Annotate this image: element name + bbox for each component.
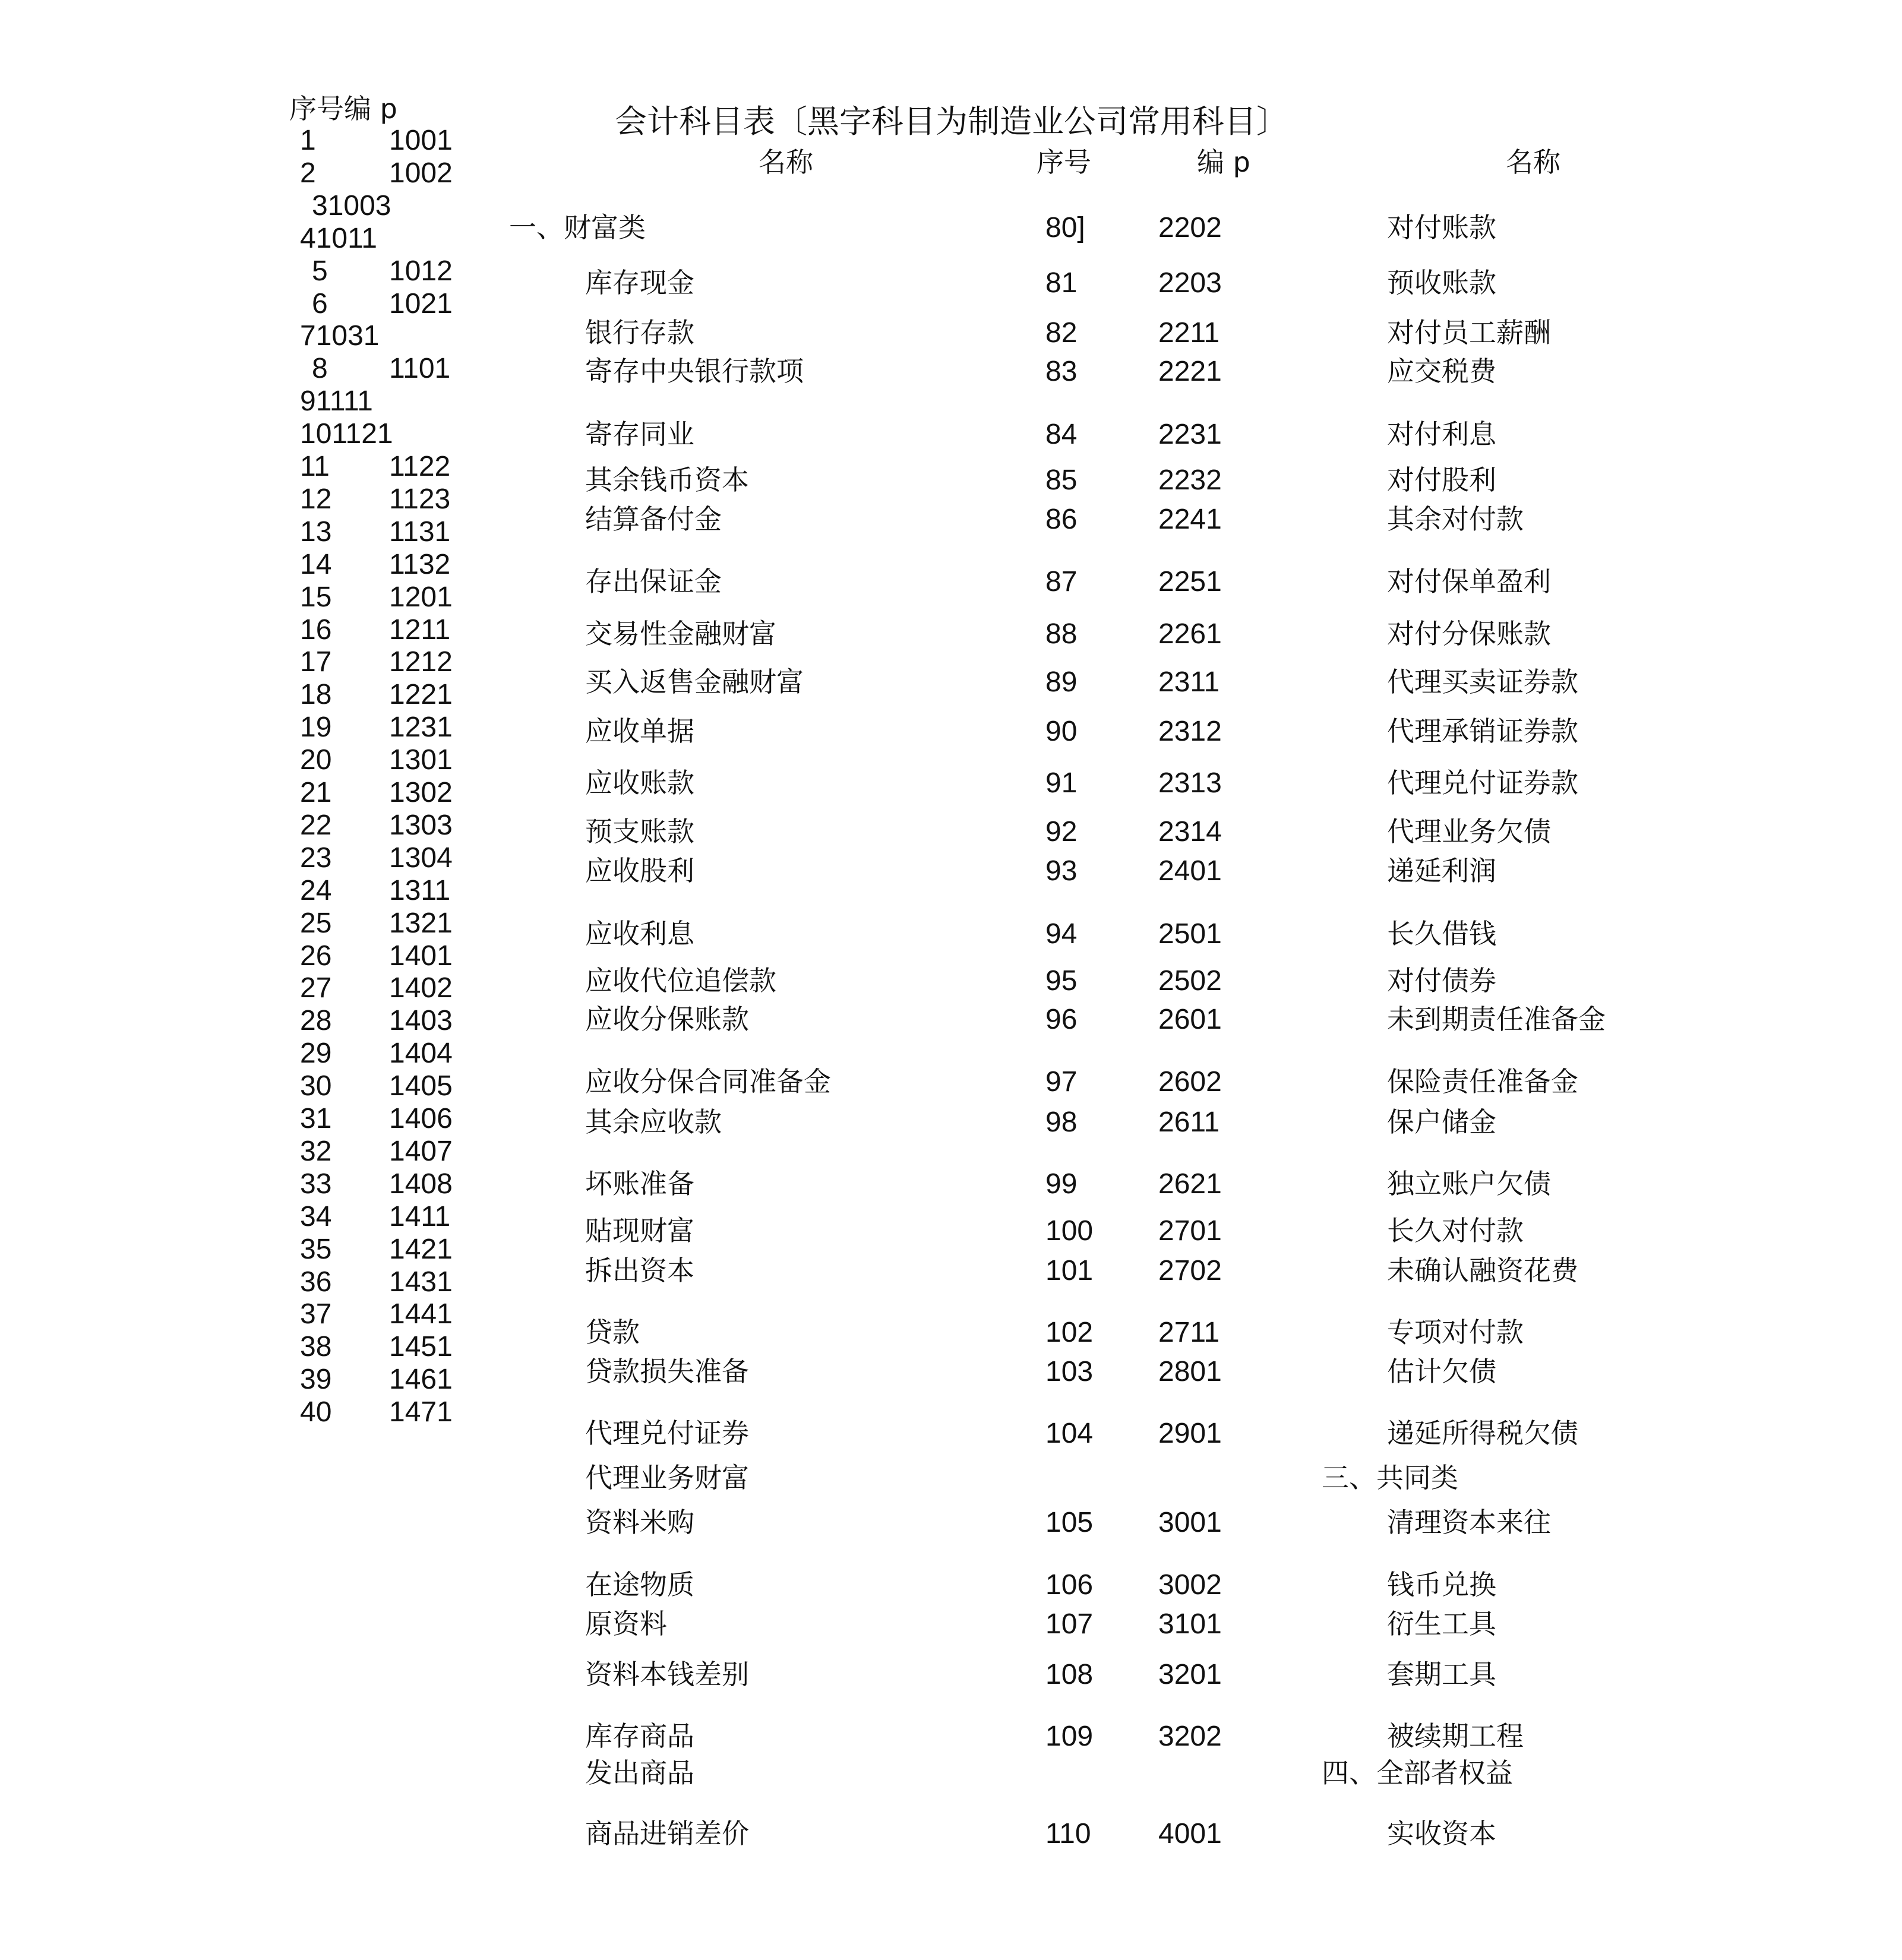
account-name: 其余钱币资本: [585, 464, 749, 496]
account-name-right: 代理买卖证券款: [1387, 666, 1578, 698]
account-name-right: 代理业务欠债: [1387, 815, 1551, 848]
account-seq: 99: [1045, 1168, 1078, 1200]
account-name-right: 递延所得税欠债: [1387, 1417, 1578, 1449]
account-seq: 94: [1045, 918, 1078, 950]
left-list-seq: 23: [300, 842, 332, 874]
account-name: 银行存款: [585, 317, 694, 349]
left-list-code: 1321: [389, 907, 453, 939]
left-list-seq: 14: [300, 548, 332, 580]
account-name: 在途物质: [585, 1569, 694, 1601]
account-code: 3001: [1158, 1507, 1222, 1538]
left-list-seq: 13: [300, 516, 332, 548]
left-list-seq: 33: [300, 1168, 332, 1200]
account-name: 库存商品: [585, 1720, 694, 1752]
left-list-code: 1406: [389, 1103, 453, 1134]
account-code: 2312: [1158, 716, 1222, 747]
account-seq: 90: [1045, 716, 1078, 747]
left-list-seq: 30: [300, 1070, 332, 1102]
left-list-seq: 20: [300, 744, 332, 776]
left-list-seq: 24: [300, 874, 332, 906]
account-name-right: 钱币兑换: [1387, 1569, 1496, 1601]
left-list-seq: 71031: [300, 320, 380, 352]
account-code: 2502: [1158, 965, 1222, 997]
account-name: 代理兑付证券: [585, 1417, 749, 1449]
account-name: 预支账款: [585, 815, 694, 848]
account-name: 交易性金融财富: [585, 618, 776, 650]
account-seq: 96: [1045, 1004, 1078, 1035]
account-seq: 81: [1045, 267, 1078, 299]
left-list-seq: 5: [312, 255, 328, 287]
account-name: 原资料: [585, 1608, 667, 1640]
account-name-right: 长久对付款: [1387, 1215, 1524, 1247]
account-code: 2621: [1158, 1168, 1222, 1200]
left-list-code: 1404: [389, 1038, 453, 1070]
left-list-seq: 18: [300, 679, 332, 711]
left-list-seq: 39: [300, 1364, 332, 1396]
account-name-right: 实收资本: [1387, 1817, 1496, 1850]
left-list-seq: 12: [300, 483, 332, 515]
left-list-seq: 1: [300, 125, 316, 156]
account-name-right: 对付利息: [1387, 418, 1496, 450]
account-seq: 105: [1045, 1507, 1094, 1538]
account-seq: 98: [1045, 1107, 1078, 1138]
header-seq: 序号: [1037, 146, 1091, 178]
left-list-seq: 36: [300, 1266, 332, 1298]
account-code: 2314: [1158, 816, 1222, 848]
left-list-seq: 32: [300, 1135, 332, 1167]
account-code: 2241: [1158, 504, 1222, 535]
account-name: 应收单据: [585, 715, 694, 747]
account-seq: 103: [1045, 1356, 1094, 1387]
account-code: 2702: [1158, 1255, 1222, 1286]
account-name: 结算备付金: [585, 503, 722, 535]
left-list-code: 1301: [389, 744, 453, 776]
section-heading: 四、全部者权益: [1322, 1757, 1513, 1789]
account-name: 拆出资本: [585, 1254, 694, 1286]
left-list-seq: 6: [312, 287, 328, 320]
left-list-code: 1304: [389, 842, 453, 874]
account-name-right: 应交税费: [1387, 355, 1496, 387]
account-code: 2313: [1158, 767, 1222, 799]
account-name: 一、财富类: [509, 211, 646, 244]
left-list-code: 1123: [389, 483, 451, 515]
account-seq: 91: [1045, 767, 1078, 799]
left-list-header: 序号编 p: [289, 93, 397, 125]
account-code: 2211: [1158, 317, 1220, 349]
account-seq: 109: [1045, 1721, 1094, 1752]
account-seq: 88: [1045, 618, 1078, 650]
left-list-seq: 16: [300, 614, 332, 646]
account-name-right: 其余对付款: [1387, 503, 1524, 535]
account-name: 发出商品: [585, 1757, 694, 1789]
left-list-code: 1302: [389, 777, 453, 808]
left-list-code: 1405: [389, 1070, 453, 1102]
account-seq: 82: [1045, 317, 1078, 349]
left-list-code: 1421: [389, 1233, 453, 1265]
left-list-code: 1201: [389, 581, 453, 613]
account-name-right: 对付账款: [1387, 211, 1496, 244]
account-name: 应收分保账款: [585, 1003, 749, 1035]
left-list-seq: 26: [300, 940, 332, 972]
left-list-code: 1101: [389, 353, 451, 385]
left-list-code: 1401: [389, 940, 453, 972]
account-name-right: 对付股利: [1387, 464, 1496, 496]
account-seq: 80]: [1045, 212, 1085, 244]
account-code: 2601: [1158, 1004, 1222, 1035]
account-code: 2801: [1158, 1356, 1222, 1387]
account-seq: 102: [1045, 1317, 1094, 1348]
left-list-code: 1231: [389, 712, 453, 744]
account-name: 资料本钱差别: [585, 1658, 749, 1690]
account-name-right: 对付保单盈利: [1387, 565, 1551, 598]
account-seq: 104: [1045, 1418, 1094, 1449]
page-title: 会计科目表〔黑字科目为制造业公司常用科目〕: [615, 103, 1288, 140]
left-list-code: 1221: [389, 679, 453, 711]
left-list-seq: 28: [300, 1005, 332, 1037]
section-heading: 三、共同类: [1322, 1462, 1458, 1494]
account-name: 代理业务财富: [585, 1462, 749, 1494]
account-code: 3201: [1158, 1659, 1222, 1690]
account-name: 买入返售金融财富: [585, 666, 804, 698]
left-list-seq: 37: [300, 1298, 332, 1330]
account-name-right: 预收账款: [1387, 267, 1496, 299]
left-list-seq: 27: [300, 972, 332, 1004]
account-name-right: 未到期责任准备金: [1387, 1003, 1606, 1035]
left-list-code: 1461: [389, 1364, 453, 1396]
left-list-code: 1411: [389, 1200, 451, 1232]
left-list-seq: 19: [300, 712, 332, 744]
left-list-code: 1303: [389, 809, 453, 841]
left-list-seq: 31: [300, 1103, 332, 1134]
left-list-code: 1212: [389, 646, 453, 678]
account-name: 寄存同业: [585, 418, 694, 450]
left-list-seq: 17: [300, 646, 332, 678]
left-list-code: 1403: [389, 1005, 453, 1037]
account-seq: 89: [1045, 666, 1078, 698]
header-name-left: 名称: [759, 146, 813, 178]
left-list-seq: 22: [300, 809, 332, 841]
account-seq: 106: [1045, 1569, 1094, 1601]
left-list-seq: 34: [300, 1200, 332, 1232]
account-name: 应收代位追偿款: [585, 965, 776, 997]
left-list-seq: 8: [312, 353, 328, 385]
account-name: 商品进销差价: [585, 1817, 749, 1850]
account-code: 2261: [1158, 618, 1222, 650]
account-code: 2501: [1158, 918, 1222, 950]
left-list-code: 1012: [389, 255, 453, 287]
account-code: 2202: [1158, 212, 1222, 244]
left-list-seq: 38: [300, 1331, 332, 1363]
account-name-right: 代理承销证券款: [1387, 715, 1578, 747]
left-list-code: 1402: [389, 972, 453, 1004]
left-list-seq: 11: [300, 451, 330, 482]
account-seq: 95: [1045, 965, 1078, 997]
account-seq: 92: [1045, 816, 1078, 848]
left-list-seq: 40: [300, 1396, 332, 1428]
account-name-right: 对付分保账款: [1387, 618, 1551, 650]
account-seq: 108: [1045, 1659, 1094, 1690]
left-list-code: 1431: [389, 1266, 453, 1298]
account-code: 3202: [1158, 1721, 1222, 1752]
account-name: 贴现财富: [585, 1215, 694, 1247]
account-code: 2611: [1158, 1107, 1220, 1138]
account-code: 2221: [1158, 356, 1222, 387]
account-code: 2701: [1158, 1215, 1222, 1247]
account-name: 寄存中央银行款项: [585, 355, 804, 387]
left-list-seq: 21: [300, 777, 332, 808]
account-seq: 97: [1045, 1066, 1078, 1098]
account-code: 2311: [1158, 666, 1220, 698]
account-name: 资料米购: [585, 1506, 694, 1538]
account-seq: 110: [1045, 1818, 1091, 1850]
left-list-seq: 2: [300, 157, 316, 189]
account-name-right: 专项对付款: [1387, 1316, 1524, 1348]
account-name: 贷款损失准备: [585, 1355, 749, 1387]
account-code: 2711: [1158, 1317, 1220, 1348]
account-name-right: 套期工具: [1387, 1658, 1496, 1690]
header-code: 编 p: [1197, 146, 1250, 178]
left-list-code: 1021: [389, 287, 453, 320]
account-name-right: 递延利润: [1387, 855, 1496, 887]
account-code: 2401: [1158, 855, 1222, 887]
account-seq: 87: [1045, 566, 1078, 598]
account-name-right: 代理兑付证券款: [1387, 767, 1578, 799]
account-seq: 93: [1045, 855, 1078, 887]
account-name: 应收分保合同准备金: [585, 1066, 831, 1098]
left-list-code: 1441: [389, 1298, 453, 1330]
account-name-right: 被续期工程: [1387, 1720, 1524, 1752]
account-seq: 85: [1045, 464, 1078, 496]
account-code: 3002: [1158, 1569, 1222, 1601]
left-list-code: 1001: [389, 125, 453, 156]
account-name: 库存现金: [585, 267, 694, 299]
left-list-seq: 31003: [312, 189, 391, 222]
account-name-right: 保险责任准备金: [1387, 1066, 1578, 1098]
account-code: 2232: [1158, 464, 1222, 496]
left-list-code: 1132: [389, 548, 451, 580]
account-name: 应收账款: [585, 767, 694, 799]
account-name: 存出保证金: [585, 565, 722, 598]
account-name: 应收利息: [585, 918, 694, 950]
left-list-code: 1311: [389, 874, 451, 906]
account-seq: 83: [1045, 356, 1078, 387]
account-name-right: 独立账户欠债: [1387, 1168, 1551, 1200]
left-list-seq: 91111: [300, 385, 373, 418]
left-list-code: 1002: [389, 157, 453, 189]
left-list-seq: 29: [300, 1038, 332, 1070]
left-list-code: 1131: [389, 516, 451, 548]
left-list-code: 1471: [389, 1396, 453, 1428]
account-code: 2231: [1158, 419, 1222, 450]
left-list-code: 1408: [389, 1168, 453, 1200]
left-list-code: 1407: [389, 1135, 453, 1167]
account-code: 4001: [1158, 1818, 1222, 1850]
account-seq: 101: [1045, 1255, 1094, 1286]
account-code: 2602: [1158, 1066, 1222, 1098]
left-list-seq: 41011: [300, 222, 377, 254]
account-name: 贷款: [585, 1316, 640, 1348]
account-name-right: 长久借钱: [1387, 918, 1496, 950]
account-name: 其余应收款: [585, 1106, 722, 1138]
account-name: 坏账准备: [585, 1168, 694, 1200]
account-seq: 86: [1045, 504, 1078, 535]
left-list-seq: 35: [300, 1233, 332, 1265]
account-code: 2203: [1158, 267, 1222, 299]
account-name: 应收股利: [585, 855, 694, 887]
left-list-seq: 15: [300, 581, 332, 613]
header-name-right: 名称: [1506, 146, 1560, 178]
account-name-right: 未确认融资花费: [1387, 1254, 1578, 1286]
account-code: 2251: [1158, 566, 1222, 598]
left-list-code: 1122: [389, 451, 451, 482]
account-name-right: 估计欠债: [1387, 1355, 1496, 1387]
account-seq: 84: [1045, 419, 1078, 450]
left-list-code: 1451: [389, 1331, 453, 1363]
account-name-right: 保户储金: [1387, 1106, 1496, 1138]
account-name-right: 清理资本来往: [1387, 1506, 1551, 1538]
account-name-right: 对付债券: [1387, 965, 1496, 997]
account-code: 3101: [1158, 1608, 1222, 1640]
left-list-seq: 101121: [300, 418, 393, 450]
account-code: 2901: [1158, 1418, 1222, 1449]
left-list-code: 1211: [389, 614, 451, 646]
left-list-seq: 25: [300, 907, 332, 939]
account-seq: 100: [1045, 1215, 1094, 1247]
account-name-right: 衍生工具: [1387, 1608, 1496, 1640]
account-name-right: 对付员工薪酬: [1387, 317, 1551, 349]
account-seq: 107: [1045, 1608, 1094, 1640]
